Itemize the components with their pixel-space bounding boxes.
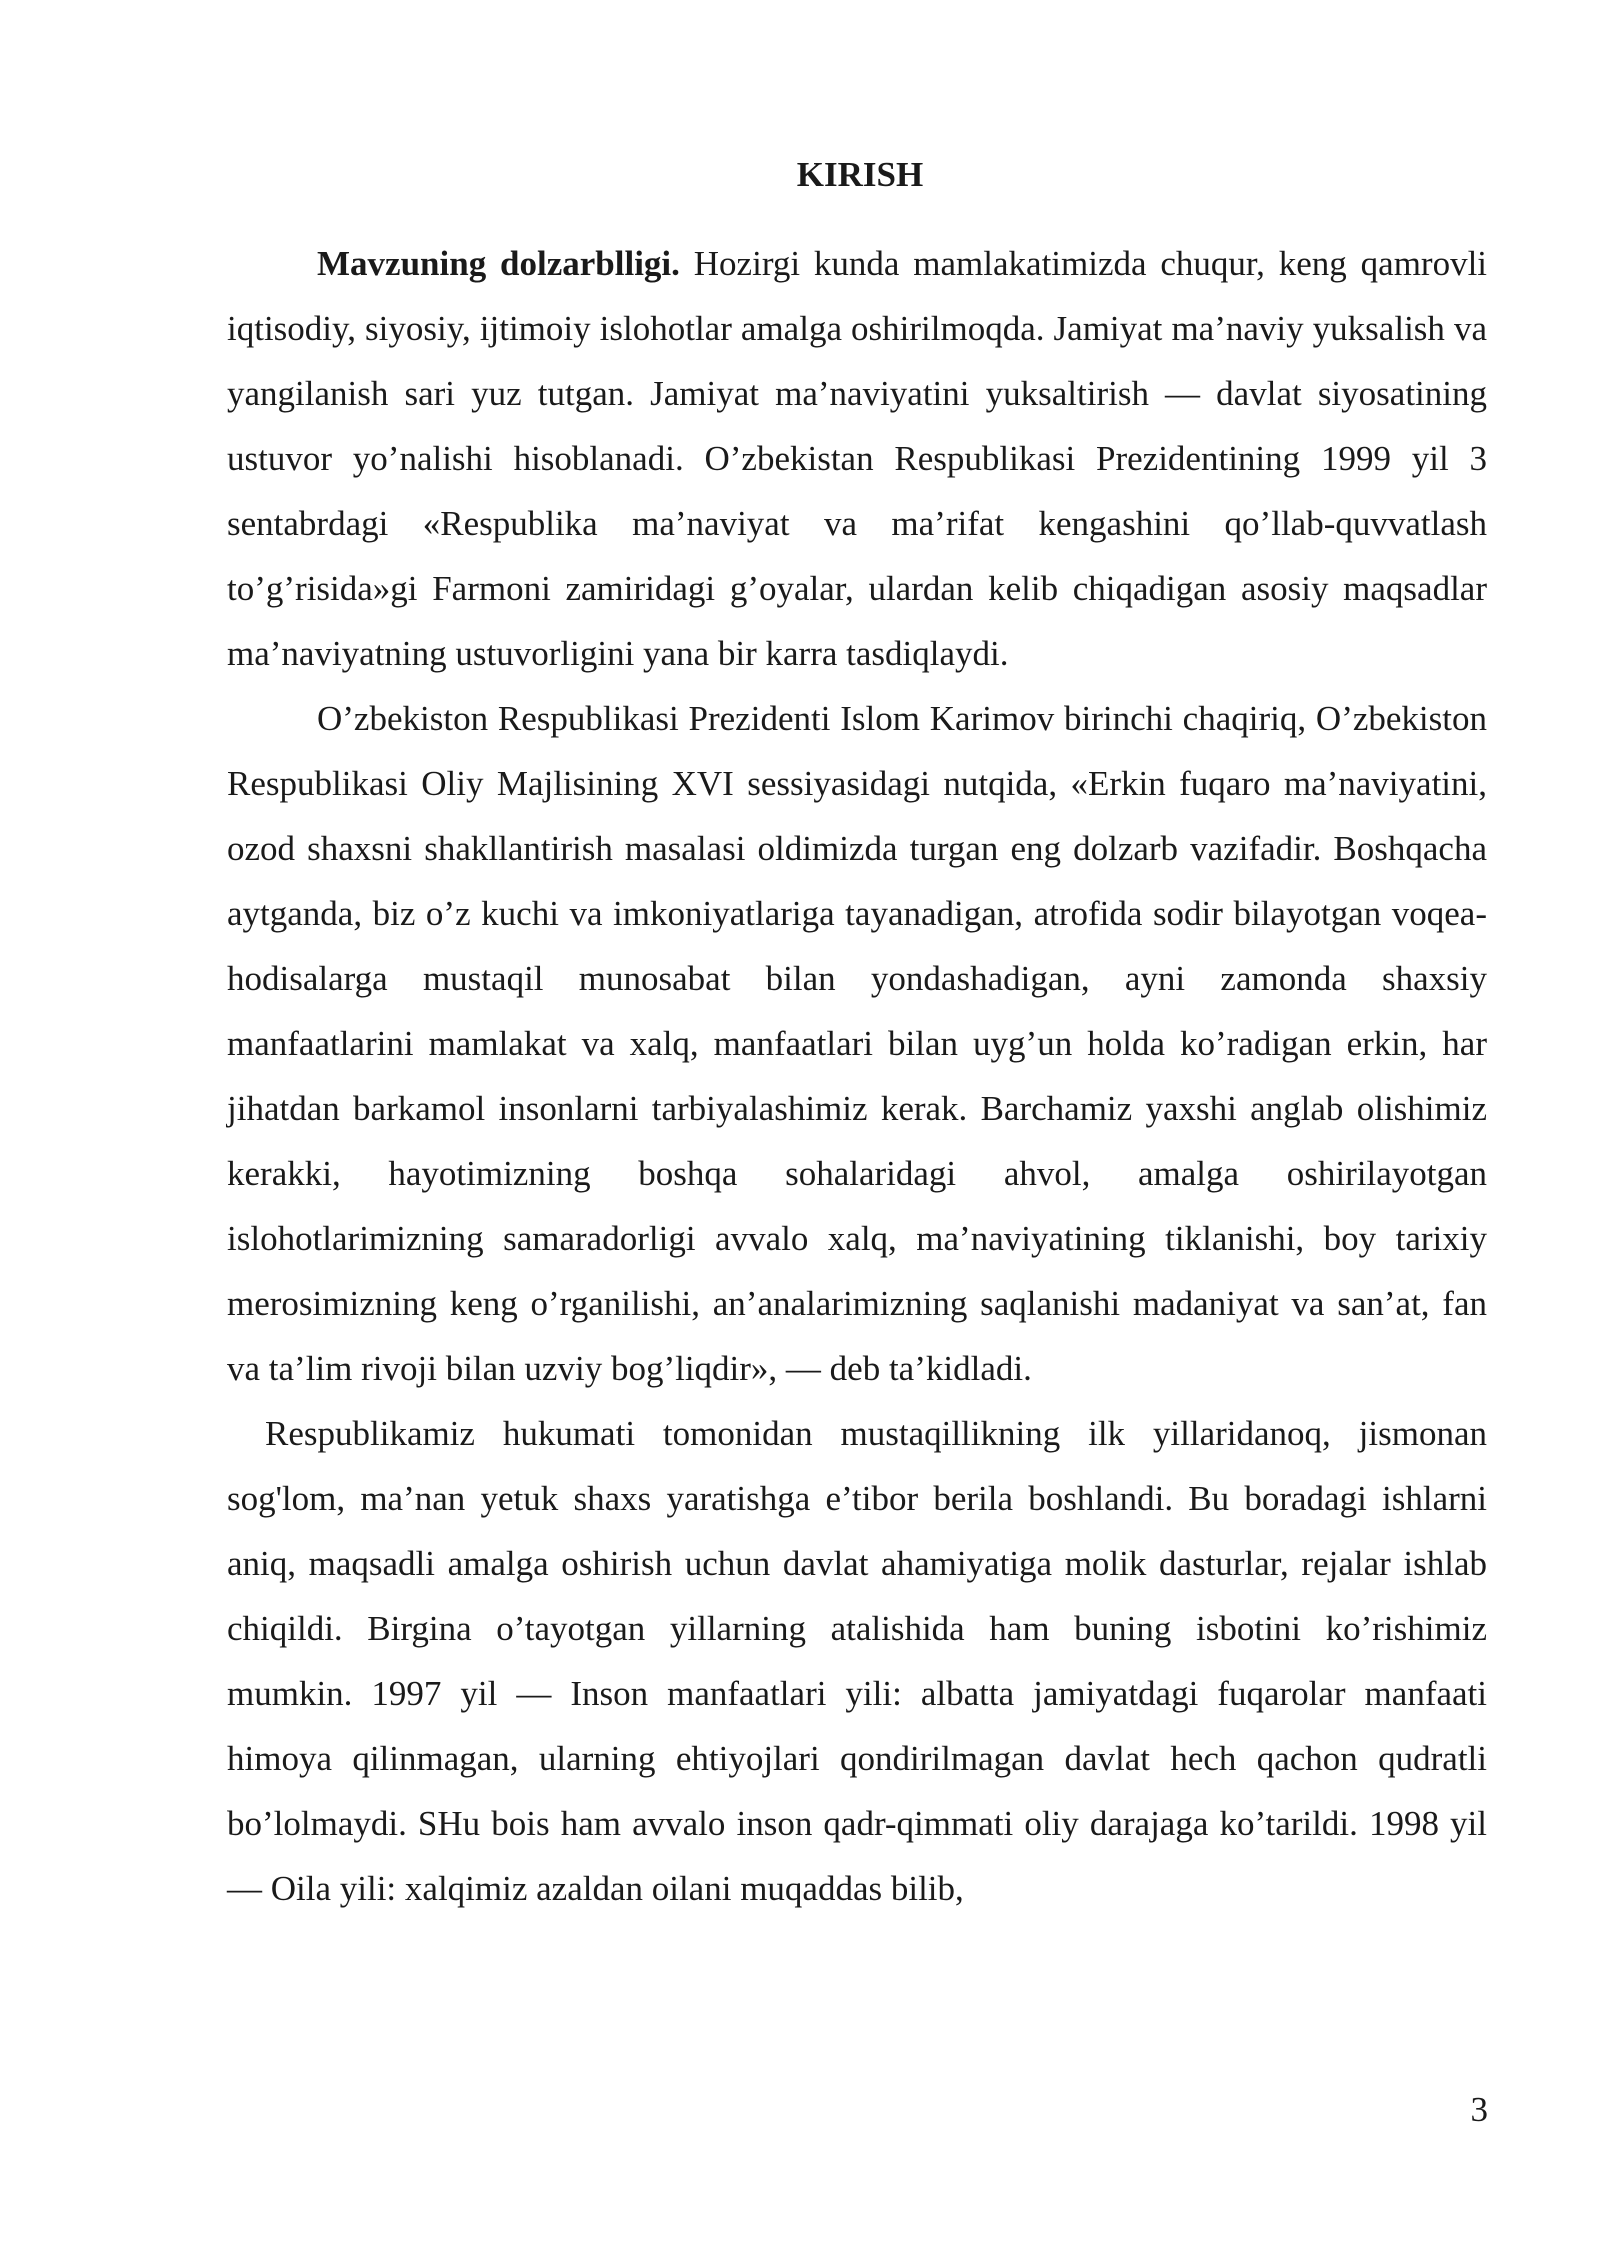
paragraph-text: O’zbekiston Respublikasi Prezidenti Islom Karimov birinchi chaqiriq, O’zbekiston Respublikasi Oliy Majlisining XVI sessiyasidagi nutqida, «Erkin fuqaro ma’naviyatini, ozod shaxsni shakllantirish masalasi oldimizda turgan eng dolzarb vazifadir. Boshqacha aytganda, biz o’z kuchi va imkoniyatlariga tayanadigan, atrofida sodir bilayotgan voqea-hodisalarga mustaqil munosabat bilan yondashadigan, ayni zamonda shaxsiy manfaatlarini mamlakat va xalq, manfaatlari bilan uyg’un holda ko’radigan erkin, har jihatdan barkamol insonlarni tarbiyalashimiz kerak. Barchamiz yaxshi anglab olishimiz kerakki, hayotimizning boshqa sohalaridagi ahvol, amalga oshirilayotgan islohotlarimizning samaradorligi avvalo xalq, ma’naviyatining tiklanishi, boy tarixiy merosimizning keng o’rganilishi, an’analarimizning saqlanishi madaniyat va san’at, fan va ta’lim rivoji bilan uzviy bog’liqdir», — deb ta’kidladi. xyxy=(227,699,1487,1388)
body-text xyxy=(227,231,1487,1921)
paragraph-text: Respublikamiz hukumati tomonidan mustaqillikning ilk yillaridanoq, jismonan sog'lom, ma’nan yetuk shaxs yaratishga e’tibor berila boshlandi. Bu boradagi ishlarni aniq, maqsadli amalga oshirish uchun davlat ahamiyatiga molik dasturlar, rejalar ishlab chiqildi. Birgina o’tayotgan yillarning atalishida ham buning isbotini ko’rishimiz mumkin. 1997 yil — Inson manfaatlari yili: albatta jamiyatdagi fuqarolar manfaati himoya qilinmagan, ularning ehtiyojlari qondirilmagan davlat hech qachon qudratli bo’lolmaydi. SHu bois ham avvalo inson qadr-qimmati oliy darajaga ko’tarildi. 1998 yil — Oila yili: xalqimiz azaldan oilani muqaddas bilib, xyxy=(227,1414,1487,1908)
paragraph-relevance xyxy=(227,231,1487,686)
paragraph-text: Hozirgi kunda mamlakatimizda chuqur, keng qamrovli iqtisodiy, siyosiy, ijtimoiy islohotlar amalga oshirilmoqda. Jamiyat ma’naviy yuksalish va yangilanish sari yuz tutgan. Jamiyat ma’naviyatini yuksaltirish — davlat siyosatining ustuvor yo’nalishi hisoblanadi. O’zbekistan Respublikasi Prezidentining 1999 yil 3 sentabrdagi «Respublika ma’naviyat va ma’rifat kengashini qo’llab-quvvatlash to’g’risida»gi Farmoni zamiridagi g’oyalar, ulardan kelib chiqadigan asosiy maqsadlar ma’naviyatning ustuvorligini yana bir karra tasdiqlaydi. xyxy=(227,244,1488,673)
page-number: 3 xyxy=(1470,2090,1488,2129)
paragraph-president-speech xyxy=(227,686,1487,1401)
paragraph-government xyxy=(227,1401,1487,1921)
section-heading: KIRISH xyxy=(796,155,924,194)
paragraph-lead: Mavzuning dolzarblligi. xyxy=(317,244,680,283)
